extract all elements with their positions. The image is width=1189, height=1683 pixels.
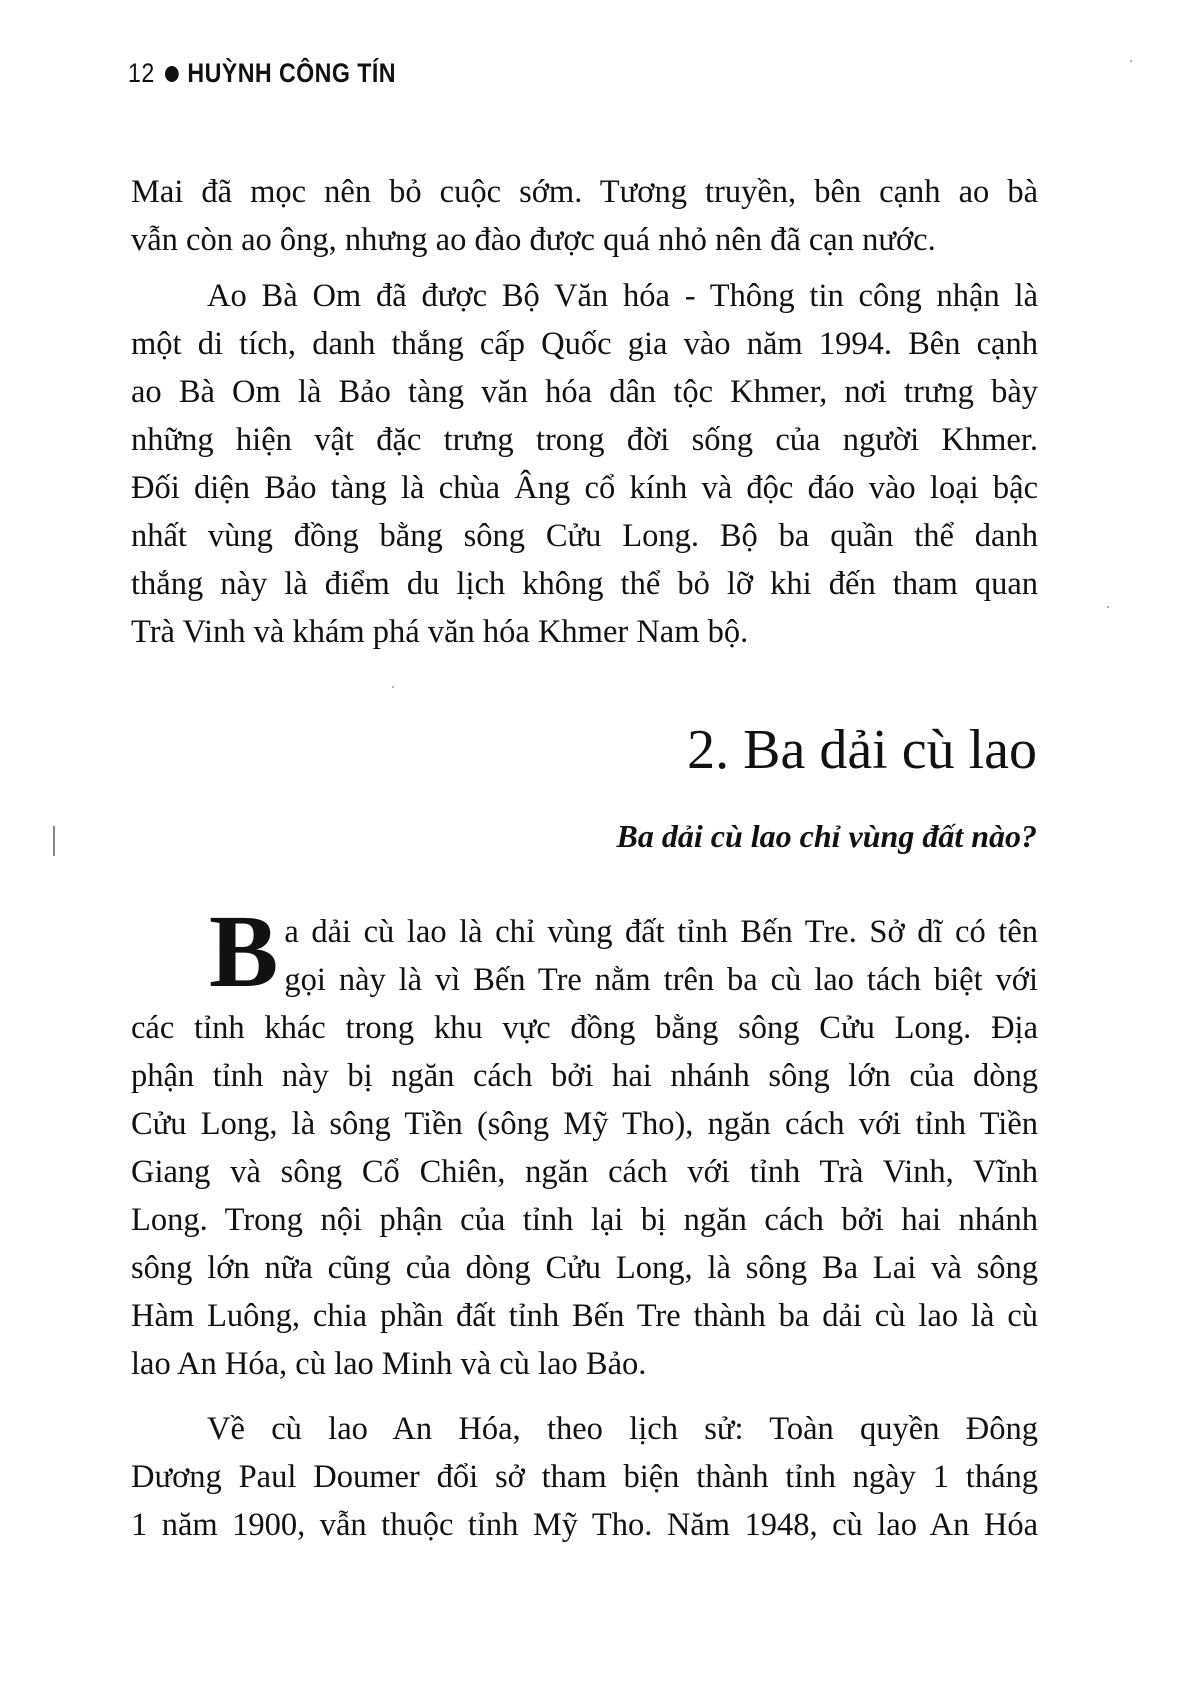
bullet-dot-icon [165, 66, 179, 82]
running-header [128, 58, 396, 89]
text-line: một di tích, danh thắng cấp Quốc gia vào năm 1994. Bên cạnh [131, 326, 1038, 362]
text-line: những hiện vật đặc trưng trong đời sống của người Khmer. [131, 422, 1038, 458]
paragraph-ba-dai-cu-lao [131, 894, 1038, 1388]
drop-cap: B [209, 894, 279, 1009]
text-line: Long. Trong nội phận của tỉnh lại bị ngăn cách bởi hai nhánh [131, 1202, 1038, 1238]
scan-margin-mark [53, 826, 55, 856]
text-line: Cửu Long, là sông Tiền (sông Mỹ Tho), ngăn cách với tỉnh Tiền [131, 1106, 1038, 1142]
paragraph-continued [131, 168, 1038, 264]
text-line: Trà Vinh và khám phá văn hóa Khmer Nam bộ. [131, 614, 749, 650]
text-line: Đối diện Bảo tàng là chùa Âng cổ kính và độc đáo vào loại bậc [131, 470, 1038, 506]
text-line: a dải cù lao là chỉ vùng đất tỉnh Bến Tre. Sở dĩ có tên [284, 914, 1038, 950]
section-heading: 2. Ba dải cù lao [687, 719, 1037, 781]
text-line: vẫn còn ao ông, nhưng ao đào được quá nhỏ nên đã cạn nước. [131, 222, 936, 258]
scan-speck [392, 686, 394, 688]
text-line: Hàm Luông, chia phần đất tỉnh Bến Tre thành ba dải cù lao là cù [131, 1298, 1038, 1334]
text-line: phận tỉnh này bị ngăn cách bởi hai nhánh sông lớn của dòng [131, 1058, 1038, 1094]
scan-speck [1107, 606, 1109, 608]
text-line: Mai đã mọc nên bỏ cuộc sớm. Tương truyền, bên cạnh ao bà [131, 174, 1038, 210]
text-line: Về cù lao An Hóa, theo lịch sử: Toàn quyền Đông [207, 1411, 1038, 1447]
text-line: 1 năm 1900, vẫn thuộc tỉnh Mỹ Tho. Năm 1948, cù lao An Hóa [131, 1507, 1038, 1543]
author-name: HUỲNH CÔNG TÍN [187, 58, 396, 88]
text-line: Dương Paul Doumer đổi sở tham biện thành tỉnh ngày 1 tháng [131, 1459, 1038, 1495]
text-line: ao Bà Om là Bảo tàng văn hóa dân tộc Khmer, nơi trưng bày [131, 374, 1038, 410]
text-line: thắng này là điểm du lịch không thể bỏ lỡ khi đến tham quan [131, 566, 1038, 602]
page-number: 12 [128, 58, 155, 88]
text-line: sông lớn nữa cũng của dòng Cửu Long, là sông Ba Lai và sông [131, 1250, 1038, 1286]
text-line: Giang và sông Cổ Chiên, ngăn cách với tỉnh Trà Vinh, Vĩnh [131, 1154, 1038, 1190]
text-line: các tỉnh khác trong khu vực đồng bằng sông Cửu Long. Địa [131, 1010, 1038, 1046]
paragraph-cu-lao-an-hoa [131, 1405, 1038, 1549]
text-line: Ao Bà Om đã được Bộ Văn hóa - Thông tin công nhận là [207, 278, 1038, 314]
paragraph-ao-ba-om [131, 272, 1038, 656]
text-line: gọi này là vì Bến Tre nằm trên ba cù lao tách biệt với [284, 962, 1038, 998]
section-subheading: Ba dải cù lao chỉ vùng đất nào? [616, 818, 1037, 854]
text-line: nhất vùng đồng bằng sông Cửu Long. Bộ ba quần thể danh [131, 518, 1038, 554]
text-line: lao An Hóa, cù lao Minh và cù lao Bảo. [131, 1346, 647, 1382]
scan-speck [1130, 60, 1132, 62]
